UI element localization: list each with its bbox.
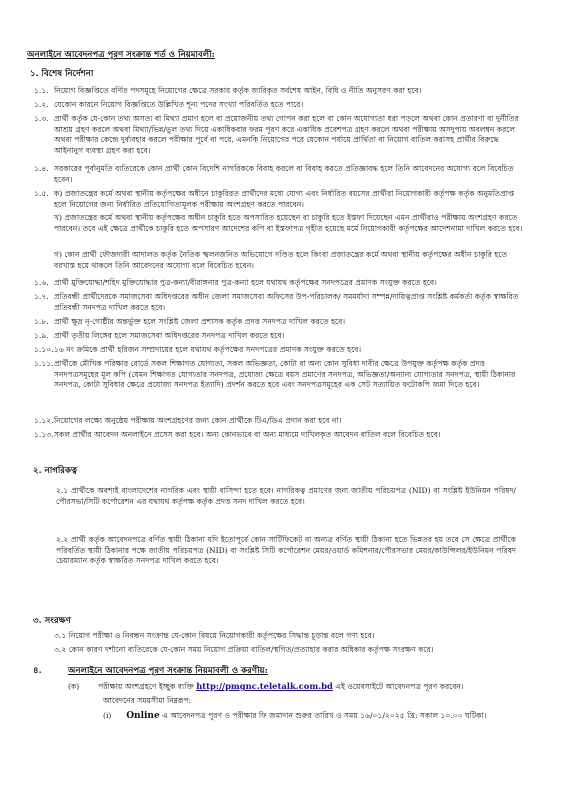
list-item [103,711,543,722]
item-text: নিয়োগ বিজ্ঞপ্তিতে বর্ণিত পদসমূহে নিয়োগের ক্ষেত্রে সরকার কর্তৃক জারিকৃত সর্বশেষ আইন, বিধি ও নীতি অনুসরণ করা হবে। [54,86,422,95]
item-number: ১.১১. [34,359,54,368]
item-label: (ক) [68,682,80,691]
list-item [54,631,524,642]
list-item [34,292,524,313]
item-number: ১.২. [34,100,49,109]
item-text: নিয়োগের লক্ষ্যে অনুষ্ঠেয় পরীক্ষায় অংশগ্রহণের জন্য কোন প্রার্থীকে টিএ/ডিএ প্রদান করা হবে না। [54,416,342,425]
item-text: প্রার্থী তৃতীয় লিঙ্গের হলে সমাজসেবা অধিদপ্তরের সনদপত্র দাখিল করতে হবে। [54,331,285,340]
item-text: সরকারের পূর্বানুমতি ব্যতিরেকে কোন প্রার্থী কোন বিদেশি নাগরিককে বিবাহ করলে বা বিবাহ করতে প্রতিজ্ঞাবদ্ধ হলে তিনি আবেদনের অযোগ্য বলে বিবেচিত হবেন। [54,164,514,184]
item-text: ক) প্রজাতন্ত্রের কর্মে অথবা স্থানীয় কর্তৃপক্ষের অধীনে চাকুরিরত প্রার্থীদের মধ্যে যোগ্য এবং নির্ধারিত বয়সের প্রার্থীরা নিয়োগকারী কর্তৃপক্ষ কর্তৃক অনুমতিপ্রাপ্ত হলে নিয়োগের জন্য নির্ধারিত প্রতিযোগিতামূলক পরীক্ষায় অংশগ্রহণ করতে পারবেন। [54,189,515,209]
page-title: অনলাইনে আবেদনপত্র পূরণ সংক্রান্ত শর্ত ও নিয়মাবলী: [27,50,215,60]
paragraph [56,486,516,507]
item-text: পরীক্ষায় অংশগ্রহণে ইচ্ছুক ব্যক্তি [98,682,194,691]
paragraph-text: ২.১ প্রার্থীকে অবশ্যই বাংলাদেশের নাগরিক এবং স্থায়ী বাসিন্দা হতে হবে। নাগরিকত্ব প্রমাণের জন্য জাতীয় পরিচয়পত্র (NID) বা সংশ্লিষ্ট ইউনিয়ন পরিষদ/পৌরসভা/সিটি কর্পোরেশন এর যথাযথ কর্তৃপক্ষ কর্তৃক প্রদত্ত সনদ দাখিল করতে হবে। [56,486,516,506]
online-label: Online [126,711,160,721]
item-number: ১.৫. [34,189,49,198]
item-text: প্রতিবন্ধী প্রার্থীদেরকে সমাজসেবা অধিদপ্তরের অধীন জেলা সমাজসেবা অফিসের উপ-পরিচালক/ সমমর্যাদা সম্পন্ন/দায়িত্বপ্রাপ্ত সংশ্লিষ্ট কর্মকর্তা কর্তৃক স্বাক্ষরিত প্রতিবন্ধী সনদপত্র দাখিল করতে হবে। [54,292,519,312]
item-text: এ আবেদনপত্র পূরণ ও পরীক্ষার ফি জমাদান শুরুর তারিখ ও সময় ১৬/০১/২০২৫ খ্রি: সকাল ১০.০০ ঘটিকা। [162,711,487,720]
item-number: ১.১২. [34,416,54,425]
item-text: গ) কোন প্রার্থী ফৌজদারী আদালত কর্তৃক নৈতিক স্খলনজনিত অভিযোগে দণ্ডিত হলে কিংবা প্রজাতন্ত্রের কর্মে অথবা স্থানীয় কর্তৃপক্ষের অধীন চাকুরি হতে বরখাস্ত হয়ে থাকলে তিনি আবেদনের অযোগ্য বলে বিবেচিত হবেন। [54,250,508,270]
item-text: ৩.১ নিয়োগ পরীক্ষা ও নিবন্ধন সংক্রান্ত যে-কোন বিষয়ে নিয়োগকারী কর্তৃপক্ষের সিদ্ধান্ত চূড়ান্ত বলে গণ্য হবে। [54,631,375,640]
list-item [34,416,524,427]
list-item-sub [54,213,524,234]
section-heading-reservation: ৩. সংরক্ষণ [33,616,71,626]
item-number: ১.৮. [34,317,49,326]
item-text: খ) প্রজাতন্ত্রের কর্মে অথবা স্থানীয় কর্তৃপক্ষের অধীন চাকুরি হতে অপসারিত হয়েছেন বা চাকুরি হতে ইস্তফা দিয়েছেন এমন প্রার্থীরাও পরীক্ষায় অংশগ্রহণ করতে পারবেন। তবে এই ক্ষেত্রে প্রার্থীকে চাকুরি হতে অপসারণ আদেশের কপি বা ইস্তফাপত্র গৃহীত হয়েছে মর্মে নিয়োগকারী কর্তৃপক্ষের আদেশনামা দাখিল করতে হবে। [54,213,523,233]
item-text: ১৬ নং ক্রমিকে প্রার্থী হরিজন সম্প্রদায়ের হলে যথাযথ কর্তৃপক্ষের সনদপত্রের প্রমাণক সংযুক্ত করতে হবে। [54,345,362,354]
list-item [34,345,524,356]
list-item [54,645,524,656]
section-heading-special-instructions: ১. বিশেষ নির্দেশনা [30,69,94,79]
item-text: এই ওয়েবসাইটে আবেদনপত্র পূরণ করবেন। [335,682,464,691]
item-text: প্রার্থী কর্তৃক যে-কোন তথ্য অসত্য বা মিথ্যা প্রমাণ হলে বা প্রয়োজনীয় তথ্য গোপন করা হলে বা কোন অযোগ্যতা ধরা পড়লে অথবা কোন প্রতারণা বা দুর্নীতির আশ্রয় গ্রহণ করলে অথবা মিথ্যা/ভিন্ন/ভুল তথ্য দিয়ে একাধিকবার ফরম পূরণ করে একাধিক প্রবেশপত্র গ্রহণ করলে অথবা পরীক্ষায় অসদুপায় অবলম্বন করলে অথবা পরীক্ষার কেন্দ্রে দুর্ব্যবহার করলে পরীক্ষার পূর্বে বা পরে, এমনকি নিয়োগের পরে যেকোন পর্যায়ে প্রার্থিতা বা নিয়োগ বাতিল করাসহ প্রার্থীর বিরুদ্ধে আইনানুগ ব্যবস্থা গ্রহণ করা হবে। [54,114,519,155]
website-link[interactable]: http://pmgnc.teletalk.com.bd [196,681,333,691]
item-number: ১.৩. [34,114,49,123]
item-text: প্রার্থীকে মৌখিক পরিক্ষার বোর্ডে সকল শিক্ষাগত যোগ্যতা, সকল অভিজ্ঞতা, কোটা বা অন্য কোন সুবিধা দাবীর ক্ষেত্রে উপযুক্ত কর্তৃপক্ষ কর্তৃক প্রদত্ত সনদপত্রসমূহের মূল কপি (যেমন শিক্ষাগত যোগ্যতার সনদপত্র, প্রযোজ্য ক্ষেত্রে বয়স প্রমাণের সনদপত্র, অভিজ্ঞতা/অন্যান্য যোগ্যতার সনদপত্র, স্থায়ী ঠিকানার সনদপত্র, কোটা সুবিধার ক্ষেত্রে প্রযোজ্য সনদপত্র ইত্যাদি) প্রদর্শন করতে হবে এবং সনদপত্রসমূহের এক সেট সত্যায়িত ফটোকপি জমা দিতে হবে। [54,359,516,390]
list-item [34,317,524,328]
item-number: ১.১. [34,86,49,95]
paragraph [56,535,516,567]
item-label: (i) [103,711,112,720]
item-text: ৩.২ কোন কারণ দর্শানো ব্যতিরেকে যে-কোন সময় নিয়োগ প্রক্রিয়া বাতিল/স্থগিত/প্রত্যাহার করার অধিকার কর্তৃপক্ষ সংরক্ষণ করে। [54,645,434,654]
list-item [34,359,524,391]
item-text: প্রার্থী ক্ষুদ্র নৃ-গোষ্ঠীর অন্তর্ভুক্ত হলে সংশ্লিষ্ট জেলা প্রশাসক কর্তৃক প্রদত্ত সনদপত্র দাখিল করতে হবে। [54,317,346,326]
item-number: ১.১৩. [34,430,54,439]
section-heading-citizenship: ২. নাগরিকত্ব [33,466,78,476]
list-item [34,189,524,210]
list-item [34,164,524,185]
item-text: সকল প্রার্থীর আবেদন অনলাইনে প্রসেস করা হবে। অন্য কোনভাবে বা অন্য মাধ্যমে দাখিলকৃত আবেদন বাতিল বলে বিবেচিত হবে। [54,430,441,439]
item-number: ১.১০. [34,345,54,354]
paragraph-text: ২.২ প্রার্থী কর্তৃক আবেদনপত্রে বর্ণিত স্থায়ী ঠিকানা যদি ইতোপূর্বে কোন সার্টিফিকেট বা অন্যত্র বর্ণিত স্থায়ী ঠিকানা হতে ভিন্নতর হয় তবে সে ক্ষেত্রে প্রার্থীকে পরিবর্তিত স্থায়ী ঠিকানার পক্ষে জাতীয় পরিচয়পত্র (NID) বা সংশ্লিষ্ট সিটি কর্পোরেশন মেয়র/ওয়ার্ড কমিশনার/পৌরসভার মেয়র/কাউন্সিলর/ইউনিয়ন পরিষদ চেয়ারম্যান কর্তৃক স্বাক্ষরিত সনদপত্র দাখিল করতে হবে। [56,535,516,566]
item-text: প্রার্থী মুক্তিযোদ্ধা/শহিদ মুক্তিযোদ্ধার পুত্র-কন্যা/বীরাঙ্গনার পুত্র-কন্যা হলে যথাযথ কর্তৃপক্ষের সনদপত্রের প্রমাণক সংযুক্ত করতে হবে। [54,278,437,287]
schedule-label: আবেদনের সময়সীমা নিম্নরূপ: [103,696,192,705]
list-item [34,278,524,289]
list-item [34,100,524,111]
list-item [34,331,524,342]
section-number: ৪. [33,666,42,676]
item-number: ১.৭. [34,292,49,301]
list-item [68,681,538,693]
item-number: ১.৯. [34,331,49,340]
item-number: ১.৪. [34,164,49,173]
section-heading-online-application: অনলাইনে আবেদনপত্র পূরণ সংক্রান্ত নিয়মাবলী ও করণীয়: [68,666,268,676]
list-item [34,86,524,97]
list-item-sub [54,250,524,271]
list-item [34,114,524,156]
item-text: যেকোন কারনে নিয়োগ বিজ্ঞপ্তিতে উল্লিখিত শূন্য পদের সংখ্যা পরিবর্তিত হতে পারে। [54,100,304,109]
item-number: ১.৬. [34,278,49,287]
list-item [34,430,524,441]
